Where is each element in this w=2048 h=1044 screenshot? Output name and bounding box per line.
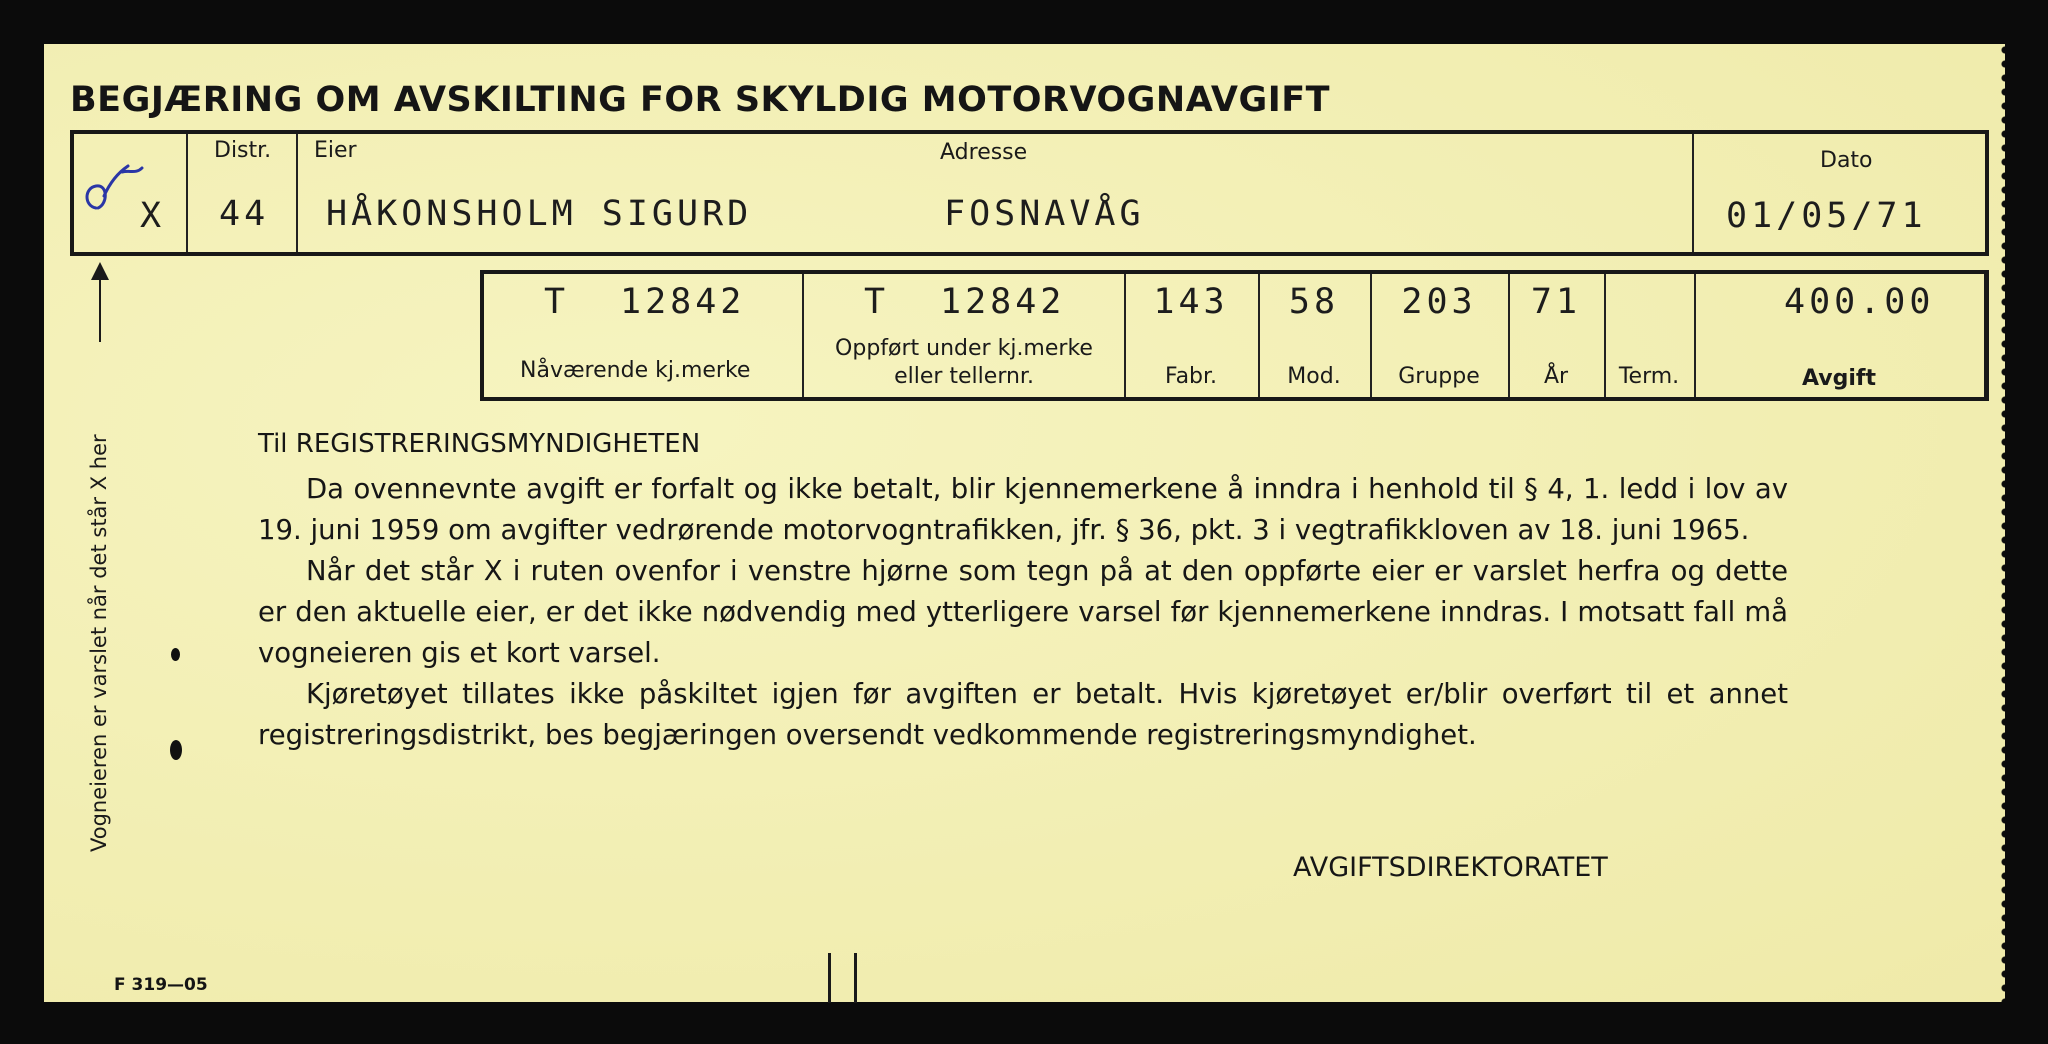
side-note-text: Vogneieren er varslet når det står X her [87,434,111,852]
aar-label: År [1543,364,1569,389]
mod-label: Mod. [1287,364,1341,389]
avgift-label: Avgift [1802,366,1876,391]
naavaerende-prefix: T [544,282,570,322]
oppfort-label-line1: Oppført under kj.merke [835,336,1093,361]
naavaerende-label: Nåværende kj.merke [520,358,751,383]
oppfort-prefix: T [864,282,890,322]
arrow-line [99,272,101,342]
naavaerende-value: 12842 [620,282,746,322]
divider [186,134,188,252]
vehicle-row-box [480,270,1989,401]
fabr-value: 143 [1153,282,1229,322]
form-title: BEGJÆRING OM AVSKILTING FOR SKYLDIG MOTORVOGNAVGIFT [70,80,1331,120]
paragraph-3: Kjøretøyet tillates ikke påskiltet igjen før avgiften er betalt. Hvis kjøretøyet er/blir overført til et annet registreringsdistrikt, bes begjæringen oversendt vedkommende registreringsmyndighet. [258,678,1788,751]
body-text [258,424,1788,756]
eier-value: HÅKONSHOLM SIGURD [326,194,753,234]
adresse-label: Adresse [940,140,1028,165]
gruppe-value: 203 [1401,282,1477,322]
dato-label: Dato [1820,148,1873,173]
cut-mark [854,953,857,1003]
ink-spot [171,648,180,661]
term-label: Term. [1618,364,1680,389]
cut-marks [828,953,858,1003]
cut-mark [828,953,831,1003]
signature: AVGIFTSDIREKTORATET [1293,852,1608,883]
avgift-value: 400.00 [1784,282,1935,322]
oppfort-label-line2: eller tellernr. [894,364,1034,389]
oppfort-value: 12842 [940,282,1066,322]
perforated-edge [1999,44,2011,1002]
divider [1692,134,1694,252]
fabr-label: Fabr. [1164,364,1218,389]
paragraph-1: Da ovennevnte avgift er forfalt og ikke betalt, blir kjennemerkene å inndra i henhold til § 4, 1. ledd i lov av 19. juni 1959 om avgifter vedrørende motorvogntrafikken, jfr. § 36, pkt. 3 i vegtrafikkloven av 18. juni 1965. [258,473,1788,546]
dato-value: 01/05/71 [1726,196,1927,236]
paragraph-2: Når det står X i ruten ovenfor i venstre hjørne som tegn på at den oppførte eier er varslet herfra og dette er den aktuelle eier, er det ikke nødvendig med ytterligere varsel før kjennemerkene inndras. I motsatt fall må vogneieren gis et kort varsel. [258,555,1788,669]
distr-label: Distr. [214,138,272,163]
notified-x-mark: X [140,196,166,236]
eier-label: Eier [314,138,357,163]
divider [296,134,298,252]
mod-value: 58 [1288,282,1340,322]
distr-value: 44 [219,194,270,234]
ink-spot [170,740,182,760]
body-heading: Til REGISTRERINGSMYNDIGHETEN [258,429,701,459]
adresse-value: FOSNAVÅG [944,194,1145,234]
aar-value: 71 [1530,282,1582,322]
form-number: F 319—05 [114,975,208,995]
owner-row-box [70,130,1989,256]
gruppe-label: Gruppe [1398,364,1480,389]
